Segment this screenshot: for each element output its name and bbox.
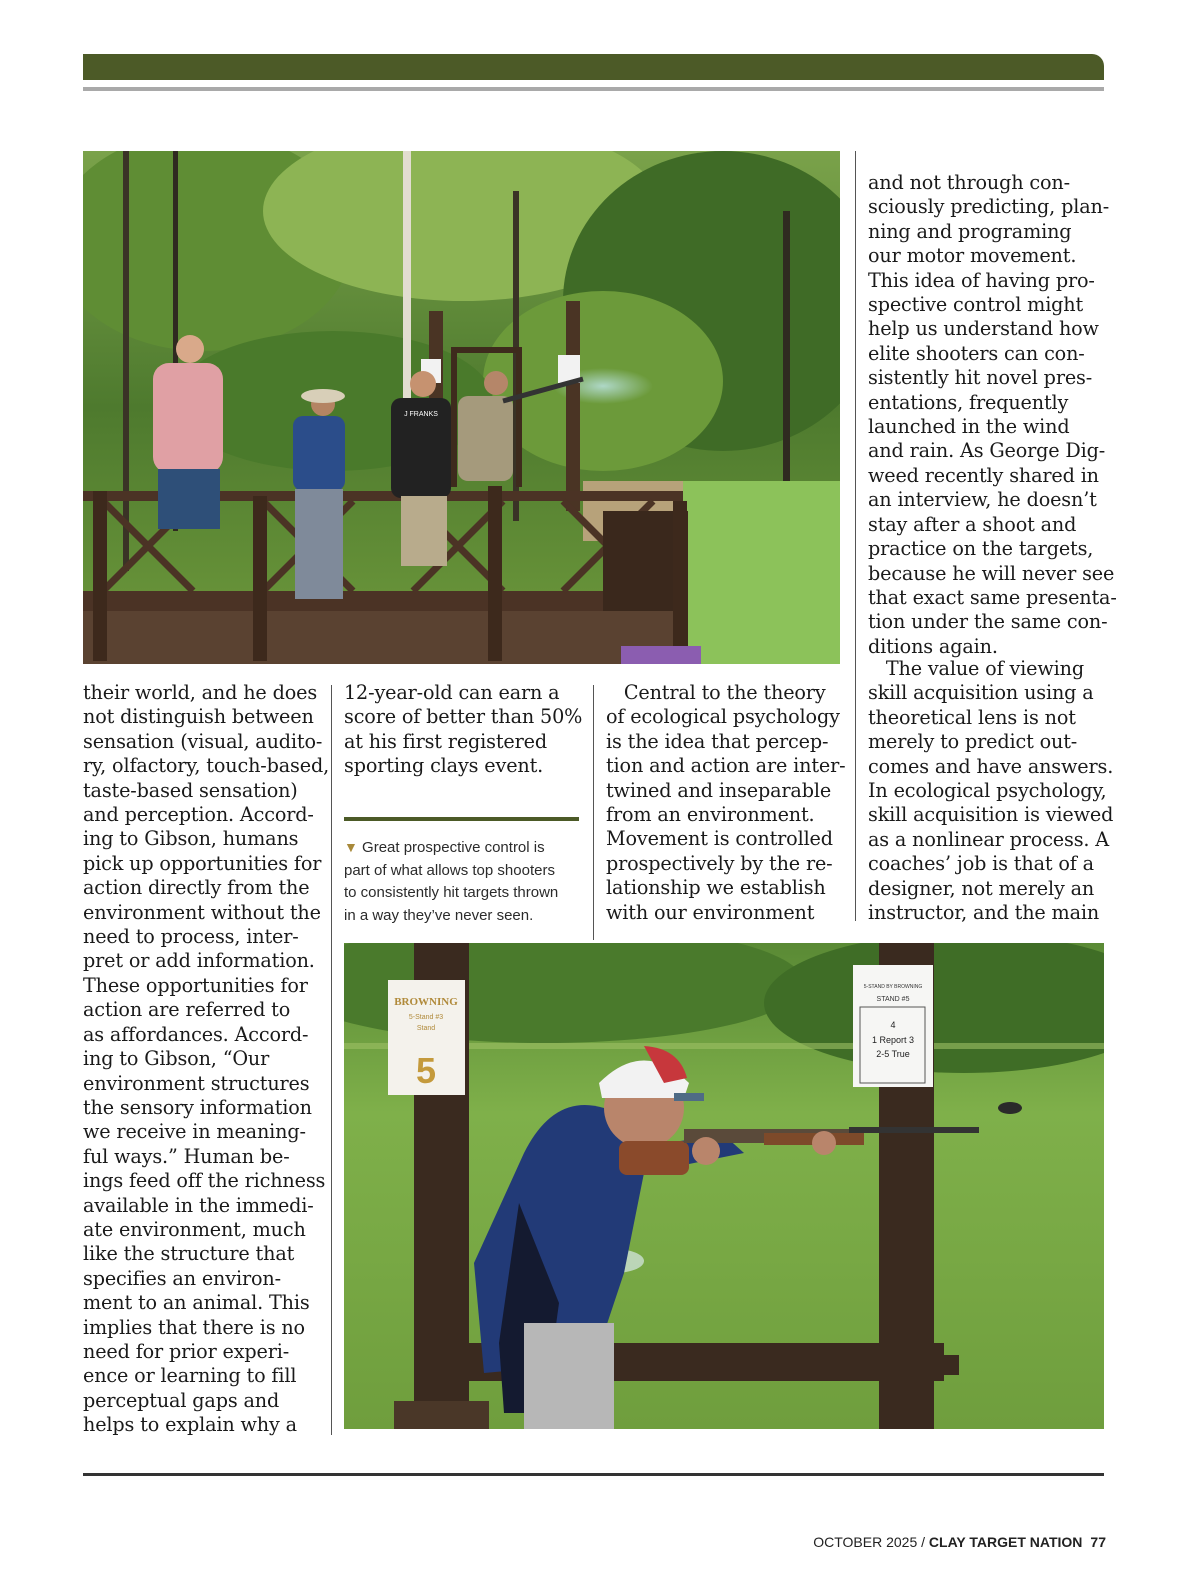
- sign-right-line2: STAND #5: [876, 996, 910, 1003]
- column-3-text: Central to the theory of ecological psychology is the idea that percep- tion and action are inter- twined and inseparable from an environment. Movement is controlled prospectively by the re- lationship we establish with our environment: [606, 681, 846, 924]
- sign-right-line5: 2-5 True: [876, 1049, 910, 1059]
- column-divider-1: [331, 685, 332, 1435]
- sign-right-line4: 1 Report 3: [871, 1035, 915, 1045]
- column-2-text: 12-year-old can earn a score of better than 50% at his first registered sporting clays event.: [344, 681, 583, 778]
- photo-young-shooter: [344, 943, 1104, 1429]
- footer-rule: [83, 1473, 1104, 1476]
- caption-triangle-icon: ▼: [344, 839, 358, 855]
- footer-magazine: CLAY TARGET NATION: [928, 1534, 1083, 1550]
- footer-separator: /: [917, 1534, 929, 1550]
- page-footer: [813, 1534, 1106, 1550]
- photo-caption: [344, 836, 558, 927]
- page-number: 77: [1090, 1534, 1106, 1550]
- photo-shooters-on-deck: [83, 151, 840, 664]
- column-divider-2: [593, 685, 594, 940]
- sign-left-line1: 5-Stand #3: [408, 1014, 444, 1021]
- column-1-text: their world, and he does not distinguish between sensation (visual, audito- ry, olfactory, touch-based, taste-based sensation) and perception. Accord- ing to Gibson, humans pick up opportunities for action directly from the environment without the need to process, inter- pret or add information. These opportunities for action are referred to as affordances. Accord- ing to Gibson, “Our environment structures the sensory information we receive in meaning- ful ways.” Human be- ings feed off the richness available in the immedi- ate environment, much like the structure that specifies an environ- ment to an animal. This implies that there is no need for prior experi- ence or learning to fill perceptual gaps and helps to explain why a: [83, 681, 330, 1437]
- column-divider-3: [855, 151, 856, 921]
- header-rule: [83, 87, 1104, 91]
- photo1-shirt-text: J FRANKS: [404, 411, 438, 418]
- footer-date: OCTOBER 2025: [813, 1534, 918, 1550]
- sign-left-line2: Stand: [416, 1025, 436, 1032]
- column-4-text-top: and not through con- sciously predicting, plan- ning and programing our motor movement. This idea of having pro- spective control might help us understand how elite shooters can con- sistently hit novel pres- entations, frequently launched in the wind and rain. As George Dig- weed recently shared in an interview, he doesn’t stay after a shoot and practice on the targets, because he will never see that exact same presenta- tion under the same con- ditions again.: [868, 171, 1117, 658]
- sign-left-number: 5: [415, 1050, 437, 1091]
- sign-right-line1: 5-STAND BY BROWNING: [863, 984, 923, 990]
- sign-left-brand: BROWNING: [394, 996, 458, 1008]
- sign-right-line3: 4: [890, 1020, 896, 1030]
- column-4-text-bottom: The value of viewing skill acquisition using a theoretical lens is not merely to predict out- comes and have answers. In ecological psychology, skill acquisition is viewed as a nonlinear process. A coaches’ job is that of a designer, not merely an instructor, and the main: [868, 657, 1114, 925]
- header-bar: [83, 54, 1104, 80]
- caption-rule: [344, 817, 579, 821]
- caption-text: Great prospective control is part of what allows top shooters to consistently hit targets thrown in a way they’ve never seen.: [344, 839, 559, 924]
